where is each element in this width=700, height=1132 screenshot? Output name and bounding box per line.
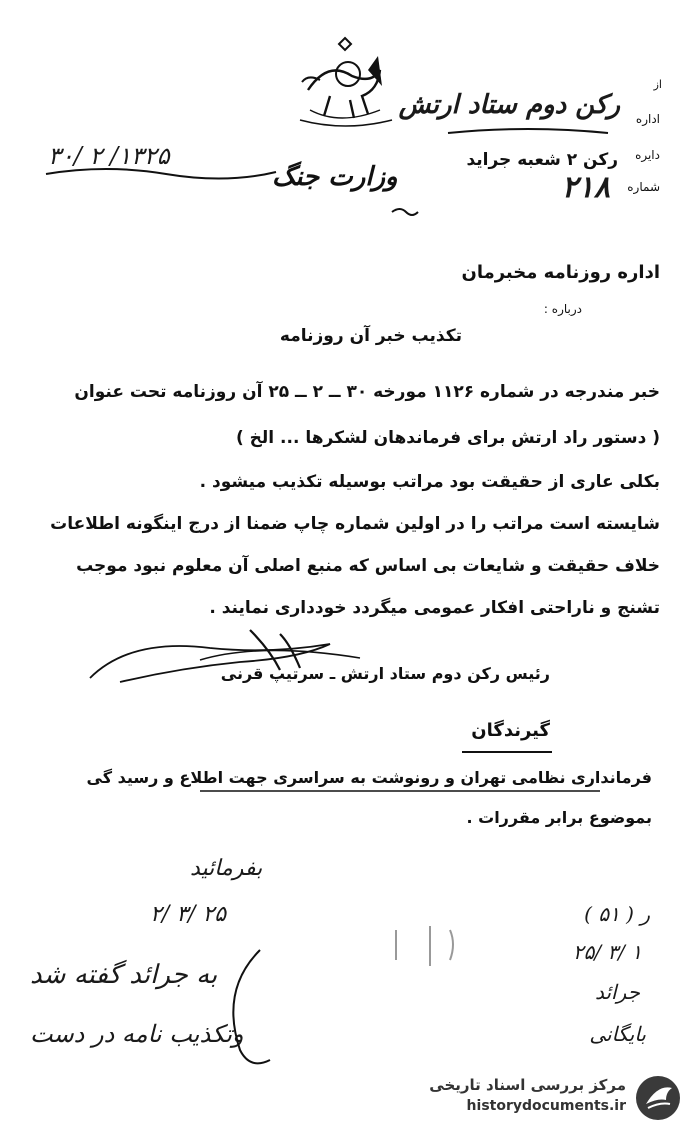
annotation-right: ر ( ۵۱ ) (584, 902, 650, 926)
recipients-heading: گیرندگان (471, 720, 550, 741)
subject-label: درباره : (543, 302, 582, 316)
date-underline-icon (46, 166, 276, 182)
department-value: رکن ۲ شعبه جراید (466, 150, 618, 170)
annotation-left: بفرمائید (190, 856, 263, 881)
header-date: ۳۰/ ۲ /۱۳۲۵ (48, 142, 170, 170)
office-value: رکن دوم ستاد ارتش (398, 90, 620, 120)
office-label: اداره (635, 112, 660, 126)
recipient-line: فرمانداری نظامی تهران و رونوشت به سراسری جهت اطلاع و رسید گی (86, 768, 652, 787)
watermark-title: مرکز بررسی اسناد تاریخی (429, 1076, 626, 1094)
department-label: دایره (635, 148, 660, 162)
ornament-icon (390, 206, 420, 218)
annotation-right: جرائد (594, 980, 640, 1004)
recipients-underline-icon (462, 748, 552, 756)
archive-logo-icon (634, 1074, 682, 1122)
pen-stroke-icon (220, 940, 280, 1070)
number-label: شماره (627, 180, 660, 194)
body-line: خبر مندرجه در شماره ۱۱۲۶ مورخه ۳۰ ــ ۲ ــ ۲۵ آن روزنامه تحت عنوان (74, 382, 660, 402)
lion-and-sun-emblem-icon (290, 30, 400, 130)
number-value: ۲۱۸ (561, 170, 610, 205)
annotation-left: وتکذیب نامه در دست (30, 1020, 244, 1048)
watermark (412, 1074, 682, 1124)
watermark-url: historydocuments.ir (466, 1098, 626, 1114)
subject-text: تکذیب خبر آن روزنامه (279, 326, 462, 346)
body-line: تشنج و ناراحتی افکار عمومی میگردد خودداری نمایند . (209, 598, 660, 618)
body-line: بکلی عاری از حقیقت بود مراتب بوسیله تکذیب میشود . (199, 472, 660, 492)
office-underline-icon (448, 128, 608, 138)
ministry-title: وزارت جنگ (272, 162, 398, 192)
recipient-line: بموضوع برابر مقررات . (466, 808, 652, 827)
addressee: اداره روزنامه مخبرمان (461, 262, 660, 283)
body-line: شایسته است مراتب را در اولین شماره چاپ ضمنا از درج اینگونه اطلاعات (50, 514, 660, 534)
annotation-left: به جرائد گفته شد (30, 960, 218, 990)
annotation-right: بایگانی (589, 1022, 646, 1046)
recipient-underline-icon (200, 788, 600, 794)
annotation-right: ۲۵/ ۳/ ۱ (572, 940, 642, 964)
body-line: خلاف حقیقت و شایعات بی اساس که منبع اصلی آن معلوم نبود موجب (76, 556, 660, 576)
annotation-left: ۲/ ۳/ ۲۵ (150, 902, 227, 927)
faint-marks-icon (390, 920, 470, 970)
signature-line: رئیس رکن دوم ستاد ارتش ـ سرتیپ قرنی (220, 664, 550, 683)
from-label: از (653, 78, 662, 91)
body-line: ( دستور راد ارتش برای فرماندهان لشکرها ... الخ ) (235, 428, 660, 448)
